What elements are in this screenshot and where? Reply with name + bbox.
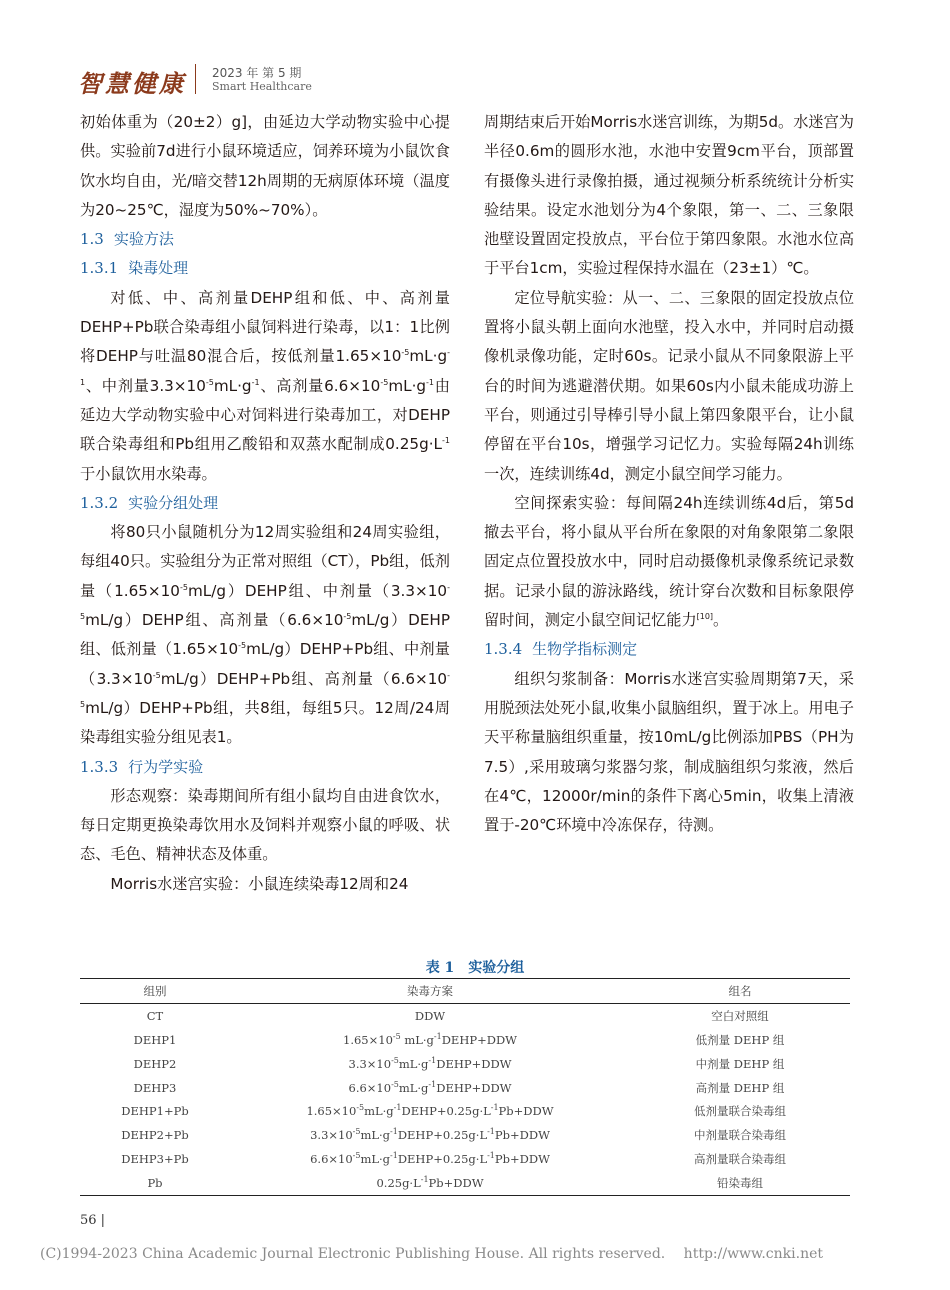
cell-scheme: DDW [414,1008,446,1023]
cell-group: DEHP2+Pb [121,1128,189,1143]
paragraph: 定位导航实验：从一、二、三象限的固定投放点位置将小鼠头朝上面向水池壁，投入水中，并同时启动摄像机录像功能，定时60s。记录小鼠从不同象限游上平台的时间为逃避潜伏期。如果60s内小鼠未能成功游上平台，则通过引导棒引导小鼠上第四象限平台，让小鼠停留在平台10s，增强学习记忆力。实验每隔24h训练一次，连续训练4d，测定小鼠空间学习能力。 [484,288,854,483]
year-issue: 2023 年 第 5 期 [212,66,302,80]
cell-name: 高剂量 DEHP 组 [695,1080,785,1095]
section-heading [80,753,450,782]
page-number: 56 | [80,1213,106,1228]
cell-name: 中剂量联合染毒组 [694,1128,786,1143]
cell-group: DEHP3+Pb [121,1152,189,1167]
section-number: 1.3.3 [80,757,119,776]
table-row [80,1028,850,1052]
cell-group: DEHP3 [133,1080,177,1095]
header-group: 组别 [143,983,167,998]
section-number: 1.3.4 [484,640,523,659]
cell-group: DEHP1 [133,1032,177,1047]
experiment-group-table [80,978,850,1196]
cell-name: 空白对照组 [711,1008,769,1023]
header-scheme: 染毒方案 [407,983,453,998]
header-name: 组名 [728,983,752,998]
paragraph: 周期结束后开始Morris水迷宫训练，为期5d。水迷宫为半径0.6m的圆形水池，水池中安置9cm平台，顶部置有摄像头进行录像拍摄，通过视频分析系统统计分析实验结果。设定水池划分为4个象限，第一、二、三象限池壁设置固定投放点，平台位于第四象限。水池水位高于平台1cm，实验过程保持水温在（23±1）℃。 [484,113,854,278]
journal-logo: 智慧健康 [78,69,186,98]
paragraph: 初始体重为（20±2）g]，由延边大学动物实验中心提供。实验前7d进行小鼠环境适应，饲养环境为小鼠饮食饮水均自由，光/暗交替12h周期的无病原体环境（温度为20~25℃，湿度为50%~70%）。 [80,113,450,219]
section-title: 实验方法 [113,230,174,249]
table-row [80,1171,850,1195]
cell-group: DEHP1+Pb [121,1104,189,1119]
table-header-row [80,979,850,1004]
section-heading [484,635,854,664]
paragraph: 对低、中、高剂量DEHP组和低、中、高剂量DEHP+Pb联合染毒组小鼠饲料进行染毒，以1：1比例将DEHP与吐温80混合后，按低剂量$1.65\times 10^{-5}mL\cdot g^{-1}$、中剂量$3.3\times 10^{-5}mL\cdot g^{-1}$、高剂量$6.6\times 10^{-5}mL\cdot g^{-1}$由延边大学动物实验中心对饲料进行染毒加工，对DEHP联合染毒组和Pb组用乙酸铅和双蒸水配制成$0.25g\cdot L^{-1}$于小鼠饮用水染毒。 [80,288,450,483]
cell-scheme: $1.65\times 10^{-5}$ $mL\cdot g^{-1}DEHP+DDW$ [343,1031,517,1047]
table-row [80,1099,850,1123]
copyright-footer: (C)1994-2023 China Academic Journal Electronic Publishing House. All rights reserved. http://www.cnki.net [40,1246,824,1262]
section-heading [80,489,450,518]
cell-scheme: $6.6\times 10^{-5}mL\cdot g^{-1}DEHP+DDW$ [348,1079,512,1095]
cell-name: 低剂量联合染毒组 [694,1104,786,1119]
section-number: 1.3.1 [80,259,119,278]
paragraph: 组织匀浆制备：Morris水迷宫实验周期第7天，采用脱颈法处死小鼠,收集小鼠脑组织，置于冰上。用电子天平称量脑组织重量，按10mL/g比例添加PBS（PH为7.5）,采用玻璃匀浆器匀浆，制成脑组织匀浆液，然后在4℃，12000r/min的条件下离心5min，收集上清液置于-20℃环境中冷冻保存，待测。 [484,669,854,835]
table-row [80,1076,850,1100]
section-title: 行为学实验 [128,757,204,776]
journal-header [78,58,478,98]
paragraph: 将80只小鼠随机分为12周实验组和24周实验组，每组40只。实验组分为正常对照组（CT），Pb组，低剂量$(1.65\times 10^{-5}mL/g)DEHP$组、中剂量$(3.3\times 10^{-5}mL/g)DEHP$组、高剂量$(6.6\times 10^{-5}mL/g)DEHP$组、低剂量$(1.65\times 10^{-5}mL/g)DEHP+Pb$组、中剂量$(3.3\times 10^{-5}mL/g)DEHP+Pb$组、高剂量$(6.6\times 10^{-5}mL/g)DEHP+Pb$组，共8组，每组5只。12周/24周染毒组实验分组见表1。 [80,523,450,747]
left-column [80,108,450,899]
section-heading [80,254,450,283]
section-title: 实验分组处理 [128,493,219,512]
cell-group: CT [146,1008,164,1023]
section-number: 1.3 [80,230,104,249]
cell-name: 高剂量联合染毒组 [694,1152,786,1167]
paragraph: 空间探索实验：每间隔24h连续训练4d后，第5d撤去平台，将小鼠从平台所在象限的对角象限第二象限固定点位置投放水中，同时启动摄像机录像系统记录数据。记录小鼠的游泳路线，统计穿台次数和目标象限停留时间，测定小鼠空间记忆能力[10]。 [484,493,854,630]
cell-scheme: $0.25g\cdot L^{-1}Pb+DDW$ [376,1175,484,1191]
cell-scheme: $3.3\times 10^{-5}mL\cdot g^{-1}DEHP+0.25g\cdot L^{-1}Pb+DDW$ [310,1127,550,1143]
header-divider [195,64,196,94]
section-heading [80,225,450,254]
table-title: 表 1 实验分组 [425,960,525,976]
cell-group: DEHP2 [133,1056,177,1071]
cell-group: Pb [147,1176,163,1191]
cell-scheme: $1.65\times 10^{-5}mL\cdot g^{-1}DEHP+0.25g\cdot L^{-1}Pb+DDW$ [306,1103,554,1119]
section-title: 染毒处理 [128,259,189,278]
table-row [80,1147,850,1171]
right-column [484,108,854,840]
table-body [80,1003,850,1195]
cell-scheme: $3.3\times 10^{-5}mL\cdot g^{-1}DEHP+DDW$ [348,1055,512,1071]
section-number: 1.3.2 [80,493,119,512]
paragraph: 形态观察：染毒期间所有组小鼠均自由进食饮水，每日定期更换染毒饮用水及饲料并观察小鼠的呼吸、状态、毛色、精神状态及体重。 [80,786,450,864]
cell-name: 低剂量 DEHP 组 [695,1032,785,1047]
table-row [80,1003,850,1027]
cell-scheme: $6.6\times 10^{-5}mL\cdot g^{-1}DEHP+0.25g\cdot L^{-1}Pb+DDW$ [310,1151,550,1167]
table-row [80,1052,850,1076]
table-row [80,1123,850,1147]
journal-subtitle: Smart Healthcare [212,80,312,93]
section-title: 生物学指标测定 [532,640,638,659]
cell-name: 中剂量 DEHP 组 [695,1056,785,1071]
paragraph: Morris水迷宫实验：小鼠连续染毒12周和24 [110,874,409,893]
cell-name: 铅染毒组 [717,1176,763,1191]
